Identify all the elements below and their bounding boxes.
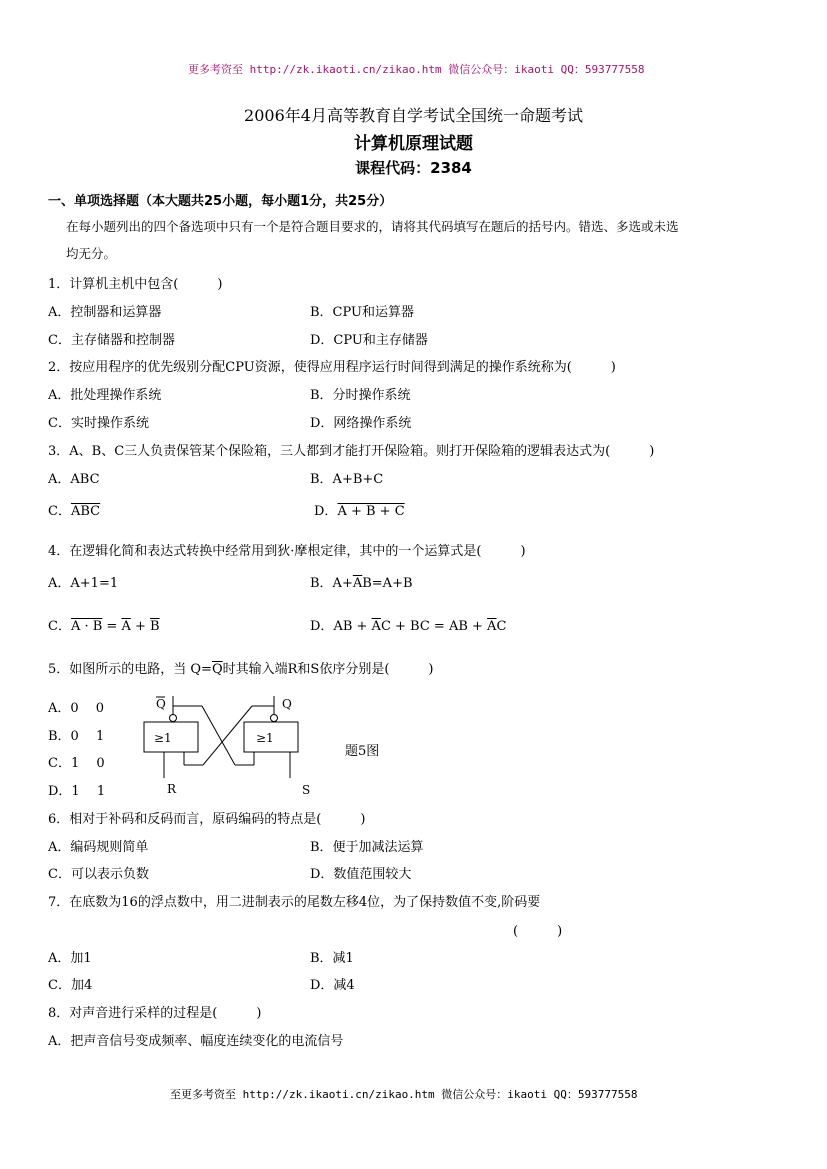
q4-option-a: A．A+1=1	[48, 576, 119, 591]
exam-title: 2006年4月高等教育自学考试全国统一命题考试	[244, 106, 583, 125]
q4-option-b-label: B．A+	[310, 576, 353, 591]
q4-option-b	[310, 572, 413, 591]
q7-option-d: D．减4	[310, 978, 355, 993]
fig-qbar-label: Q	[156, 697, 166, 711]
q6-option-a: A．编码规则简单	[48, 840, 149, 855]
q3-option-c	[48, 500, 100, 519]
q2-stem: 2．按应用程序的优先级别分配CPU资源，使得应用程序运行时间得到满足的操作系统称为( )	[48, 360, 616, 375]
q7-answer-paren: ( )	[513, 924, 563, 939]
q3-stem: 3．A、B、C三人负责保管某个保险箱，三人都到才能打开保险箱。则打开保险箱的逻辑表达式为( )	[48, 444, 655, 459]
q5-stem	[48, 658, 433, 677]
q7-option-b: B．减1	[310, 951, 354, 966]
q6-option-d: D．数值范围较大	[310, 867, 412, 882]
q4-option-c-label: C．	[48, 619, 71, 634]
q6-option-b: B．便于加减法运算	[310, 840, 424, 855]
q2-option-d: D．网络操作系统	[310, 416, 412, 431]
q5-stem-pre: 5．如图所示的电路，当 Q=	[48, 662, 212, 677]
q3-option-d-label: D．	[314, 504, 338, 519]
q3-option-d-expr: A + B + C	[337, 504, 405, 519]
q6-option-c: C．可以表示负数	[48, 867, 149, 882]
q4-option-d-p2: C + BC = AB +	[380, 619, 488, 634]
q5-circuit-diagram	[140, 690, 330, 800]
instruction-line-2: 均无分。	[66, 246, 117, 261]
q2-option-b: B．分时操作系统	[310, 388, 411, 403]
q7-stem: 7．在底数为16的浮点数中，用二进制表示的尾数左移4位，为了保持数值不变,阶码要	[48, 895, 541, 910]
q8-option-a: A．把声音信号变成频率、幅度连续变化的电流信号	[48, 1034, 344, 1049]
q3-option-c-label: C．	[48, 504, 71, 519]
q4-option-d	[310, 615, 506, 634]
fig-s-label: S	[302, 783, 311, 797]
q6-stem: 6．相对于补码和反码而言，原码编码的特点是( )	[48, 812, 366, 827]
fig-q-label: Q	[282, 697, 292, 711]
q4-stem: 4．在逻辑化简和表达式转换中经常用到狄·摩根定律，其中的一个运算式是( )	[48, 544, 526, 559]
q4-option-c-plus: +	[130, 619, 151, 634]
q5-figure-caption: 题5图	[345, 744, 380, 759]
q2-option-c: C．实时操作系统	[48, 416, 149, 431]
q5-option-a: A．0 0	[48, 701, 105, 716]
q4-option-d-abar2: $\overline{A}$	[487, 619, 497, 634]
q4-option-c	[48, 615, 160, 634]
left-inversion-bubble	[170, 715, 177, 722]
fig-r-label: R	[167, 782, 177, 796]
q1-option-c: C．主存储器和控制器	[48, 333, 175, 348]
q5-option-c: C．1 0	[48, 756, 105, 771]
q1-stem: 1．计算机主机中包含( )	[48, 277, 223, 292]
q1-option-a: A．控制器和运算器	[48, 305, 162, 320]
course-code: 课程代码：2384	[355, 159, 472, 177]
q4-option-c-eq: =	[102, 619, 122, 634]
q4-option-b-rest: B=A+B	[362, 576, 413, 591]
paper-title: 计算机原理试题	[354, 134, 473, 154]
q4-option-d-p3: C	[496, 619, 507, 634]
q3-option-b: B．A+B+C	[310, 472, 384, 487]
q5-option-d: D．1 1	[48, 784, 106, 799]
q4-option-c-b: $\overline{B}$	[150, 619, 160, 634]
q3-option-d	[314, 500, 405, 519]
q4-option-d-abar1: $\overline{A}$	[371, 619, 381, 634]
q4-option-d-p1: AB +	[333, 619, 372, 634]
q8-stem: 8．对声音进行采样的过程是( )	[48, 1006, 262, 1021]
q4-option-c-lhs: A · B	[70, 619, 103, 634]
q4-option-d-label: D．	[310, 619, 334, 634]
q3-option-c-expr: $\overline{ABC}$	[70, 504, 101, 519]
fig-right-gate-label: ≥1	[256, 731, 274, 745]
fig-left-gate-label: ≥1	[154, 731, 172, 745]
q1-option-b: B．CPU和运算器	[310, 305, 414, 320]
q5-stem-qbar: $\overline{Q}$	[211, 662, 223, 677]
q4-option-c-a: $\overline{A}$	[121, 619, 131, 634]
q3-option-a: A．ABC	[48, 472, 100, 487]
section-heading: 一、单项选择题（本大题共25小题，每小题1分，共25分）	[48, 194, 393, 209]
q7-option-c: C．加4	[48, 978, 93, 993]
q7-option-a: A．加1	[48, 951, 92, 966]
right-inversion-bubble	[271, 715, 278, 722]
header-link[interactable]: 更多考资至 http://zk.ikaoti.cn/zikao.htm 微信公众号：ikaoti QQ：593777558	[188, 63, 645, 76]
q5-stem-post: 时其输入端R和S依序分别是( )	[222, 662, 434, 677]
q2-option-a: A．批处理操作系统	[48, 388, 162, 403]
instruction-line-1: 在每小题列出的四个备选项中只有一个是符合题目要求的，请将其代码填写在题后的括号内。错选、多选或未选	[66, 219, 679, 234]
q1-option-d: D．CPU和主存储器	[310, 333, 428, 348]
q5-option-b: B．0 1	[48, 729, 105, 744]
footer-link[interactable]: 至更多考资至 http://zk.ikaoti.cn/zikao.htm 微信公众号：ikaoti QQ：593777558	[170, 1088, 638, 1101]
q4-option-b-bar: $\overline{A}$	[352, 576, 363, 591]
